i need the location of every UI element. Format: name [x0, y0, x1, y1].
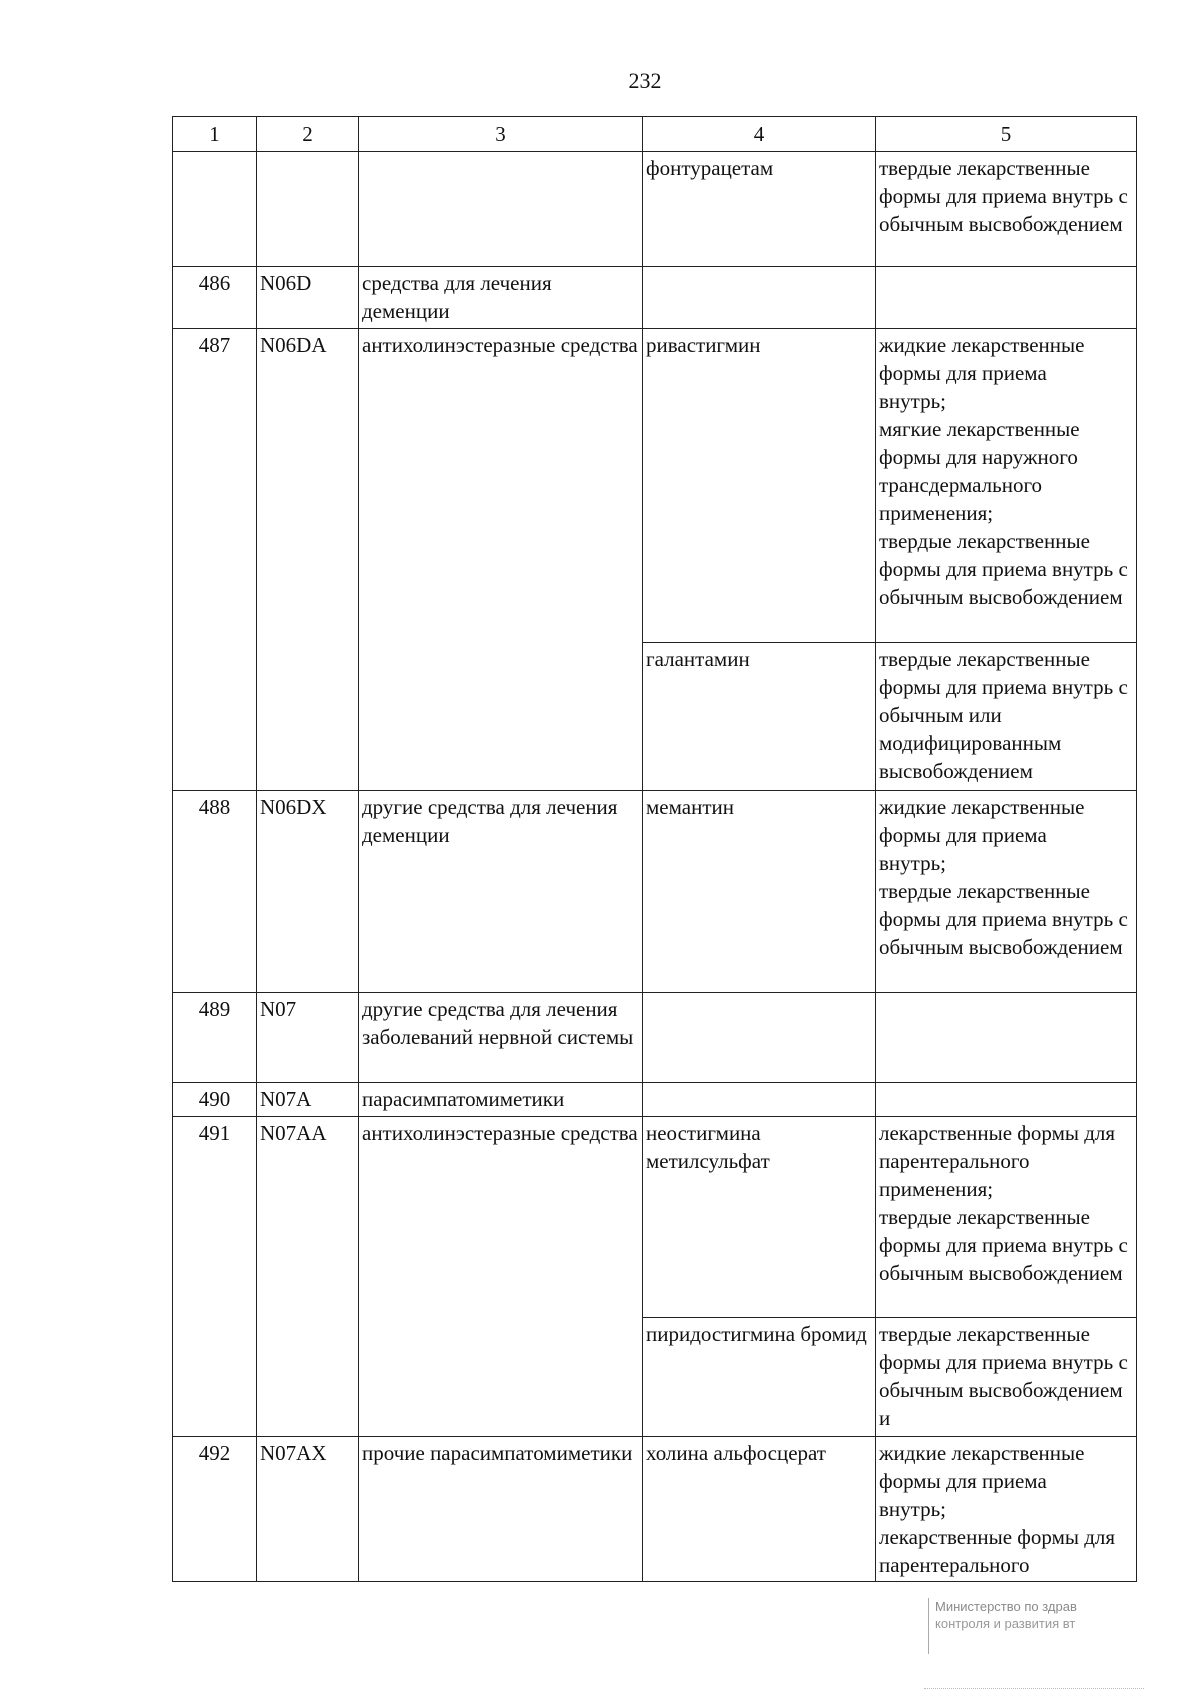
- table-row: [173, 993, 1137, 1083]
- stamp-line-2: контроля и развития вт: [935, 1616, 1076, 1631]
- group-name: парасимпатомиметики: [359, 1083, 643, 1117]
- atc-code: N06DX: [257, 791, 359, 993]
- group-name: средства для лечения деменции: [359, 267, 643, 329]
- dosage-form: [876, 993, 1137, 1083]
- row-number: 486: [173, 267, 257, 329]
- medicines-table: [172, 116, 1137, 1582]
- group-name: другие средства для лечения деменции: [359, 791, 643, 993]
- row-number: [173, 152, 257, 267]
- atc-code: N06DA: [257, 329, 359, 791]
- table-row: [173, 1437, 1137, 1582]
- dosage-form: жидкие лекарственные формы для приема внутрь; мягкие лекарственные формы для наружного трансдермального применения; твердые лекарственные формы для приема внутрь с обычным высвобождением: [876, 329, 1137, 643]
- drug-name: неостигмина метилсульфат: [643, 1117, 876, 1318]
- atc-code: N07: [257, 993, 359, 1083]
- registration-stamp: [928, 1598, 1153, 1654]
- table-row: [173, 152, 1137, 267]
- drug-name: пиридостигмина бромид: [643, 1318, 876, 1437]
- group-name: прочие парасимпатомиметики: [359, 1437, 643, 1582]
- drug-name: холина альфосцерат: [643, 1437, 876, 1582]
- header-col-4: 4: [643, 117, 876, 152]
- table-row: [173, 267, 1137, 329]
- atc-code: [257, 152, 359, 267]
- atc-code: N07A: [257, 1083, 359, 1117]
- group-name: антихолинэстеразные средства: [359, 329, 643, 791]
- dosage-form: [876, 1083, 1137, 1117]
- atc-code: N07AX: [257, 1437, 359, 1582]
- drug-name: мемантин: [643, 791, 876, 993]
- drug-name: [643, 993, 876, 1083]
- drug-name: [643, 1083, 876, 1117]
- dosage-form: твердые лекарственные формы для приема внутрь с обычным высвобождением: [876, 152, 1137, 267]
- table-row: [173, 791, 1137, 993]
- atc-code: N07AA: [257, 1117, 359, 1437]
- group-name: другие средства для лечения заболеваний нервной системы: [359, 993, 643, 1083]
- table-header-row: [173, 117, 1137, 152]
- dosage-form: лекарственные формы для парентерального применения; твердые лекарственные формы для приема внутрь с обычным высвобождением: [876, 1117, 1137, 1318]
- dosage-form: жидкие лекарственные формы для приема внутрь; лекарственные формы для парентерального: [876, 1437, 1137, 1582]
- row-number: 492: [173, 1437, 257, 1582]
- dosage-form: твердые лекарственные формы для приема внутрь с обычным или модифицированным высвобождением: [876, 643, 1137, 791]
- table-row: [173, 1083, 1137, 1117]
- header-col-3: 3: [359, 117, 643, 152]
- header-col-2: 2: [257, 117, 359, 152]
- scan-artifact-line: [924, 1688, 1144, 1691]
- dosage-form: жидкие лекарственные формы для приема внутрь; твердые лекарственные формы для приема внутрь с обычным высвобождением: [876, 791, 1137, 993]
- drug-name: фонтурацетам: [643, 152, 876, 267]
- header-col-5: 5: [876, 117, 1137, 152]
- dosage-form: твердые лекарственные формы для приема внутрь с обычным высвобождением и: [876, 1318, 1137, 1437]
- table-row: [173, 1117, 1137, 1318]
- header-col-1: 1: [173, 117, 257, 152]
- stamp-line-1: Министерство по здрав: [935, 1599, 1077, 1614]
- table-row: [173, 329, 1137, 643]
- page-number: 232: [628, 68, 662, 93]
- row-number: 490: [173, 1083, 257, 1117]
- drug-name: [643, 267, 876, 329]
- drug-name: ривастигмин: [643, 329, 876, 643]
- row-number: 487: [173, 329, 257, 791]
- dosage-form: [876, 267, 1137, 329]
- drug-name: галантамин: [643, 643, 876, 791]
- atc-code: N06D: [257, 267, 359, 329]
- group-name: антихолинэстеразные средства: [359, 1117, 643, 1437]
- row-number: 491: [173, 1117, 257, 1437]
- row-number: 488: [173, 791, 257, 993]
- row-number: 489: [173, 993, 257, 1083]
- group-name: [359, 152, 643, 267]
